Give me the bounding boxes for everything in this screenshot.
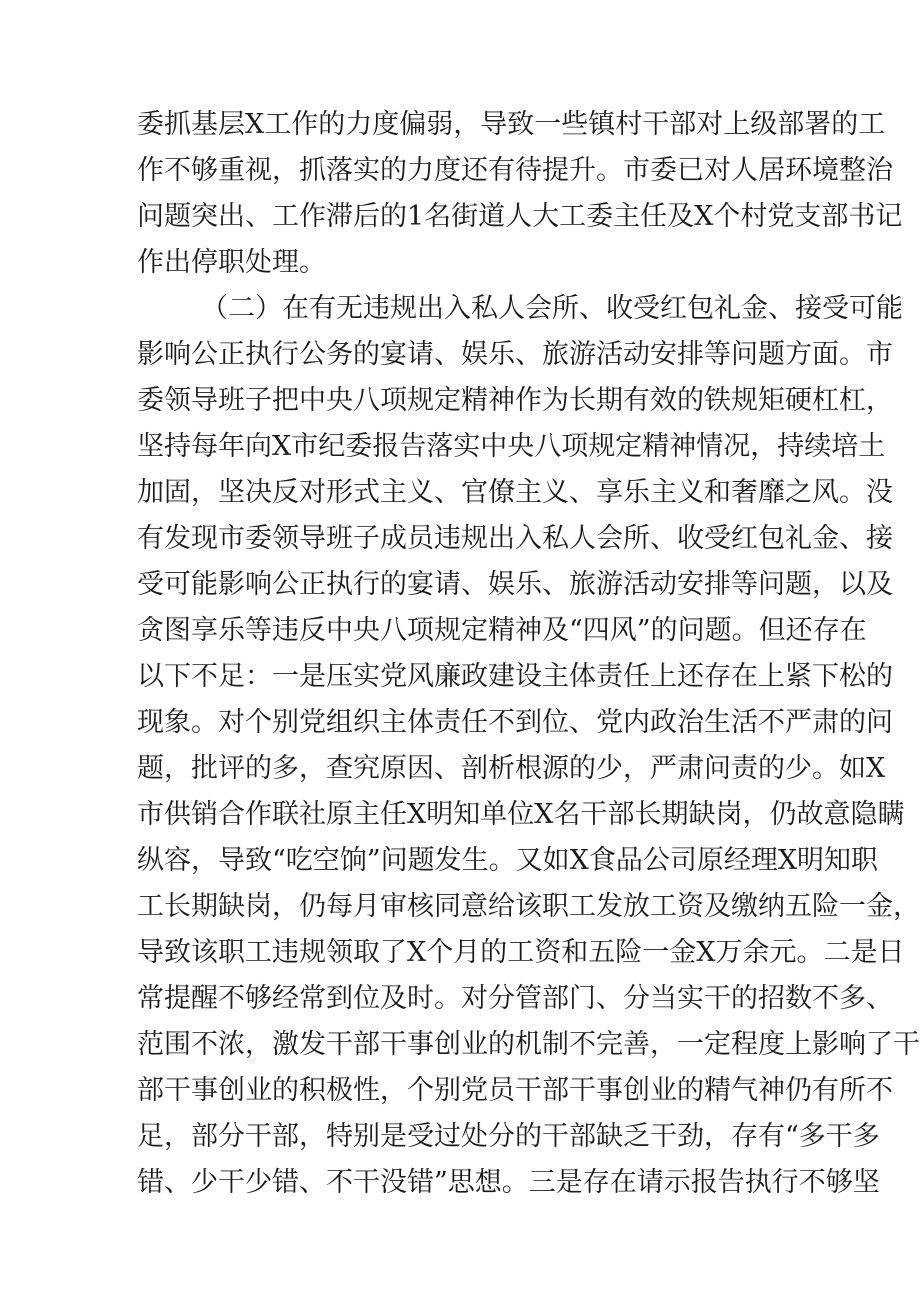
text-line: 委领导班子把中央八项规定精神作为长期有效的铁规矩硬杠杠， <box>137 385 893 416</box>
paragraph-heading: （二）在有无违规出入私人会所、收受红包礼金、接受可能 <box>201 293 903 324</box>
text-line: 影响公正执行公务的宴请、娱乐、旅游活动安排等问题方面。市 <box>137 339 893 370</box>
text-line: 问题突出、工作滞后的1名街道人大工委主任及X个村党支部书记 <box>137 201 903 232</box>
text-line: 导致该职工违规领取了X个月的工资和五险一金X万余元。二是日 <box>137 937 905 968</box>
text-line: 纵容，导致“吃空饷”问题发生。又如X食品公司原经理X明知职 <box>137 845 879 876</box>
text-line: 有发现市委领导班子成员违规出入私人会所、收受红包礼金、接 <box>137 523 893 554</box>
text-line: 工长期缺岗，仍每月审核同意给该职工发放工资及缴纳五险一金， <box>137 891 920 922</box>
text-line: 现象。对个别党组织主体责任不到位、党内政治生活不严肃的问 <box>137 707 893 738</box>
text-line: 贪图享乐等违反中央八项规定精神及“四风”的问题。但还存在 <box>137 615 867 646</box>
text-line: 部干事创业的积极性，个别党员干部干事创业的精气神仍有所不 <box>137 1075 893 1106</box>
text-line: 受可能影响公正执行的宴请、娱乐、旅游活动安排等问题，以及 <box>137 569 893 600</box>
text-line: 坚持每年向X市纪委报告落实中央八项规定精神情况，持续培土 <box>137 431 886 462</box>
text-line: 足，部分干部，特别是受过处分的干部缺乏干劲，存有“多干多 <box>137 1121 880 1152</box>
text-line: 作出停职处理。 <box>137 247 326 278</box>
text-line: 委抓基层X工作的力度偏弱，导致一些镇村干部对上级部署的工 <box>137 109 886 140</box>
text-line: 市供销合作联社原主任X明知单位X名干部长期缺岗，仍故意隐瞒 <box>137 799 905 830</box>
text-line: 范围不浓，激发干部干事创业的机制不完善，一定程度上影响了干 <box>137 1029 920 1060</box>
text-line: 加固，坚决反对形式主义、官僚主义、享乐主义和奢靡之风。没 <box>137 477 893 508</box>
text-line: 错、少干少错、不干没错”思想。三是存在请示报告执行不够坚 <box>137 1167 880 1198</box>
text-line: 以下不足：一是压实党风廉政建设主体责任上还存在上紧下松的 <box>137 661 893 692</box>
text-line: 题，批评的多，查究原因、剖析根源的少，严肃问责的少。如X <box>137 753 886 784</box>
text-line: 作不够重视，抓落实的力度还有待提升。市委已对人居环境整治 <box>137 155 893 186</box>
text-line: 常提醒不够经常到位及时。对分管部门、分当实干的招数不多、 <box>137 983 893 1014</box>
